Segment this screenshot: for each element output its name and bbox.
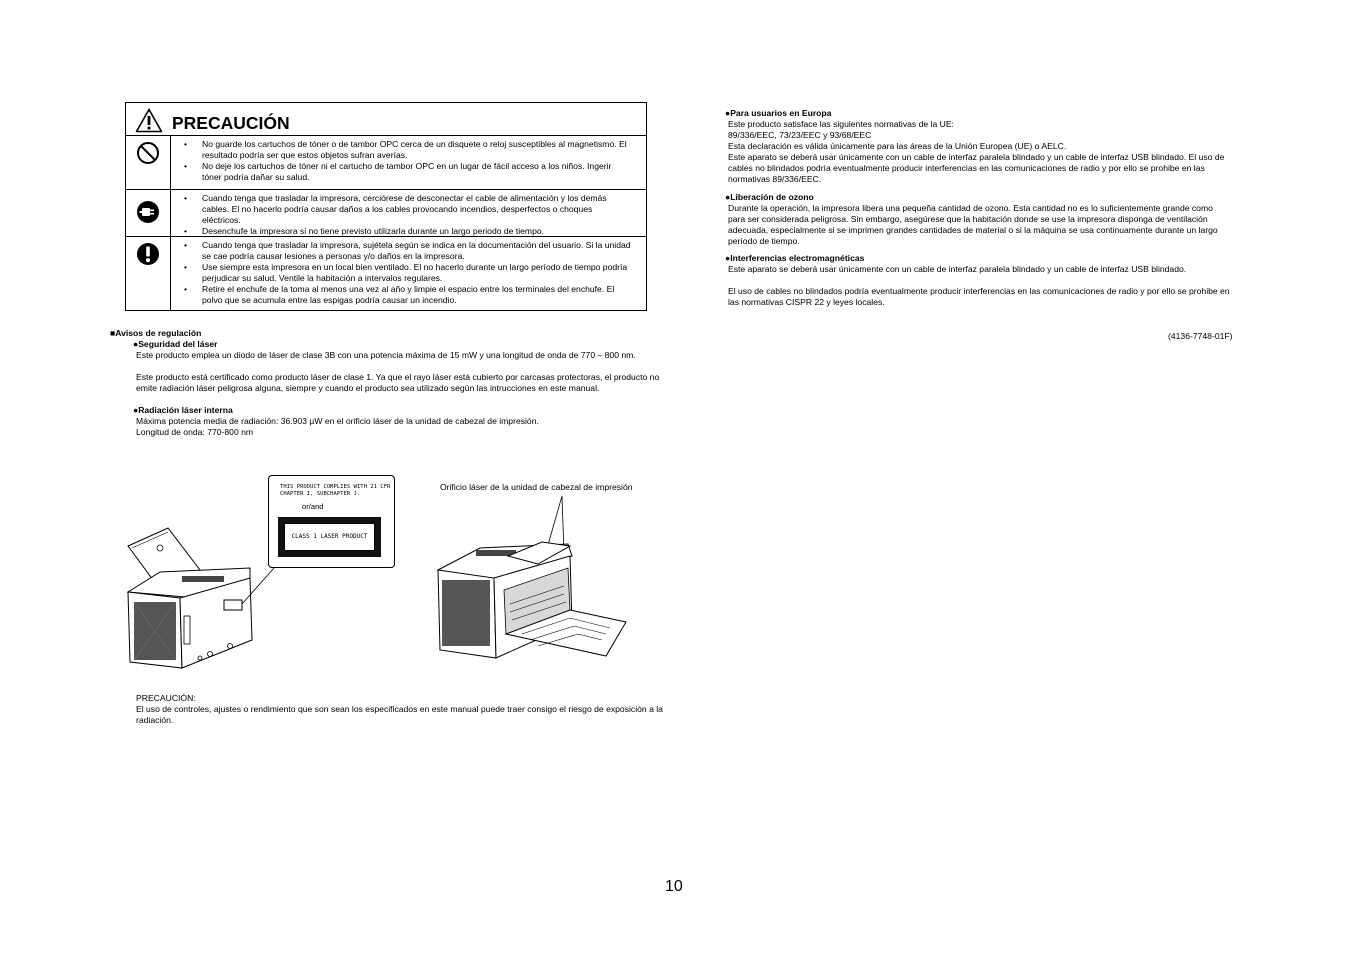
caution-item: • Retire el enchufe de la toma al menos una vez al año y limpie el espacio entre los terminales del enchufe. El polvo que se acumula entre las espigas podría causar un incendio. — [184, 284, 632, 306]
ozone-heading: ●Liberación de ozono — [725, 192, 814, 202]
exclamation-icon — [136, 242, 160, 266]
caution-row-icon-cell — [126, 190, 171, 236]
printer-open-illustration — [430, 494, 650, 666]
caution-note-heading: PRECAUCIÓN: — [136, 693, 196, 703]
caution-row-icon-cell — [126, 136, 171, 189]
laser-aperture-callout: Orificio láser de la unidad de cabezal de impresión — [440, 482, 633, 492]
caution-item: • No deje los cartuchos de tóner ni el cartucho de tambor OPC en un lugar de fácil acceso a los niños. Ingerir tóner podría dañar su salud. — [184, 161, 632, 183]
caution-item: • No guarde los cartuchos de tóner o de tambor OPC cerca de un disquete o reloj susceptibles al magnetismo. El resultado podría ser que estos objetos sufran averías. — [184, 139, 632, 161]
radiation-power-line: Máxima potencia media de radiación: 36.903 µW en el orificio láser de la unidad de cabezal de impresión. — [136, 416, 539, 426]
regulation-heading: ■Avisos de regulación — [110, 328, 202, 338]
caution-list — [184, 139, 632, 183]
laser-certification-paragraph: Este producto está certificado como producto láser de clase 1. Ya que el rayo láser está cubierto por carcasas protectoras, el producto no emite radiación láser peligrosa alguna, siempre y cuando el producto sea utilizado según las intrucciones en este manual. — [136, 372, 660, 393]
class1-label-frame — [278, 517, 381, 557]
europe-cable-notice: Este aparato se deberá usar únicamente con un cable de interfaz paralela blindado y un cable de interfaz USB blindado. El uso de cables no blindados podría eventualmente producir interferencias en las comunicaciones de radio y por ello se prohibe en las normativas 89/336/EEC. — [728, 152, 1225, 184]
caution-title: PRECAUCIÓN — [172, 113, 290, 133]
ozone-text: Durante la operación, la impresora libera una pequeña cantidad de ozono. Esta cantidad no es lo suficientemente grande como para ser considerada peligrosa. Sin embargo, asegúrese que la habitación donde se use la impresora disponga de ventilación adecuada, especialmente si se imprimen grandes cantidades de material o si la máquina se usa continuamente durante un largo período de tiempo. — [728, 203, 1218, 246]
europe-validity: Esta declaración es válida únicamente para las áreas de la Unión Europea (UE) o AELC. — [728, 141, 1067, 151]
emi-text-2: El uso de cables no blindados podría eventualmente producir interferencias en las comunicaciones de radio y por ello se prohibe en las normativas CISPR 22 y leyes locales. — [728, 286, 1230, 307]
caution-row-general — [126, 237, 646, 311]
laser-safety-heading: ●Seguridad del láser — [133, 339, 218, 349]
internal-radiation-heading: ●Radiación láser interna — [133, 405, 233, 415]
document-code: (4136-7748-01F) — [1168, 331, 1233, 341]
cfr-compliance-label: THIS PRODUCT COMPLIES WITH 21 CFR CHAPTER I, SUBCHAPTER J. — [280, 484, 391, 497]
europe-line: Este producto satisface las siguientes normativas de la UE: — [728, 119, 954, 129]
caution-box — [125, 102, 647, 311]
caution-list — [184, 240, 632, 306]
laser-label-panel — [268, 475, 395, 568]
class1-label-inner — [284, 523, 375, 551]
laser-safety-paragraph: Este producto emplea un diodo de láser de clase 3B con una potencia máxima de 15 mW y una longitud de onda de 770 – 800 nm. — [136, 350, 636, 360]
caution-item: • Use siempre esta impresora en un local bien ventilado. El no hacerlo durante un largo período de tiempo podría perjudicar su salud. Ventile la habitación a intervalos regulares. — [184, 262, 632, 284]
caution-item: • Cuando tenga que trasladar la impresora, cerciórese de desconectar el cable de alimentación y los demás cables. El no hacerlo podría causar daños a los cables provocando incendios, desperfectos o choques eléctricos. — [184, 193, 632, 226]
europe-directives: 89/336/EEC, 73/23/EEC y 93/68/EEC — [728, 130, 872, 140]
wavelength-line: Longitud de onda: 770-800 nm — [136, 427, 254, 437]
printer-rear-illustration — [120, 520, 280, 670]
caution-row-icon-cell — [126, 237, 171, 311]
caution-row-magnetism — [126, 136, 646, 190]
caution-title-row — [126, 103, 646, 136]
page-number: 10 — [665, 878, 683, 895]
europe-heading: ●Para usuarios en Europa — [725, 108, 832, 118]
caution-item: • Desenchufe la impresora si no tiene previsto utilizarla durante un largo periodo de tiempo. — [184, 226, 632, 237]
warning-triangle-icon — [135, 108, 163, 133]
caution-note-text: El uso de controles, ajustes o rendimiento que son sean los especificados en este manual puede traer consigo el riesgo de exposición a la radiación. — [136, 704, 663, 725]
caution-row-unplug — [126, 190, 646, 237]
caution-item: • Cuando tenga que trasladar la impresora, sujétela según se indica en la documentación del usuario. Si la unidad se cae podría causar lesiones a personas y/o daños en la impresora. — [184, 240, 632, 262]
caution-list — [184, 193, 632, 237]
prohibition-icon — [136, 141, 160, 165]
label-or-and: or/and — [302, 502, 324, 511]
emi-heading: ●Interferencias electromagnéticas — [725, 253, 865, 263]
class1-label-text: CLASS 1 LASER PRODUCT — [291, 533, 368, 540]
emi-text-1: Este aparato se deberá usar únicamente con un cable de interfaz paralela blindado y un cable de interfaz USB blindado. — [728, 264, 1187, 274]
unplug-icon — [136, 200, 160, 224]
